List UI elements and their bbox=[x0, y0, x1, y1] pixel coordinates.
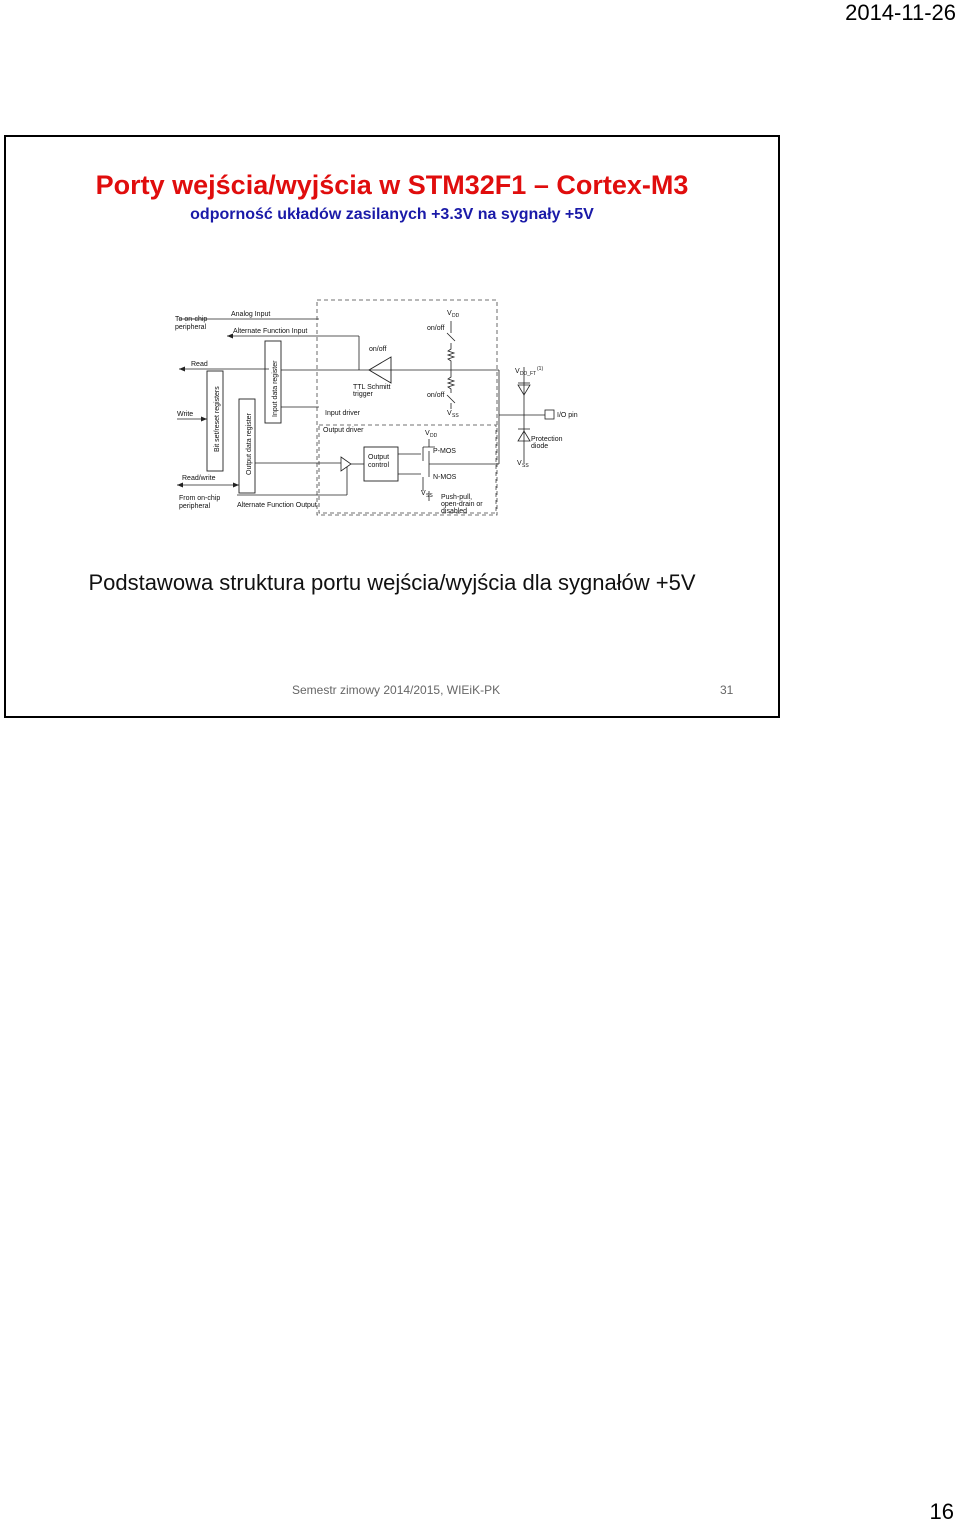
slide-caption: Podstawowa struktura portu wejścia/wyjścia dla sygnałów +5V bbox=[88, 570, 696, 595]
slide bbox=[4, 135, 780, 718]
input-driver-label: Input driver bbox=[325, 410, 361, 417]
vdd-label-pmos: V bbox=[425, 430, 430, 437]
protection-label-2: diode bbox=[531, 443, 549, 450]
alt-func-output-label: Alternate Function Output bbox=[237, 502, 317, 509]
push-pull-label-3: disabled bbox=[441, 508, 468, 515]
nmos-label: N-MOS bbox=[433, 474, 457, 481]
vdd-label-top: V bbox=[447, 310, 452, 317]
input-data-register-label: Input data register bbox=[272, 360, 279, 417]
vss-label-1: V bbox=[447, 410, 452, 417]
push-pull-label-2: open-drain or bbox=[441, 501, 483, 508]
pmos-label: P-MOS bbox=[433, 448, 456, 455]
from-onchip-label-1: From on-chip bbox=[179, 495, 221, 502]
on-off-label-3: on/off bbox=[427, 392, 445, 399]
vdd-sub-top: DD bbox=[452, 313, 460, 319]
ttl-label-2: trigger bbox=[353, 391, 373, 398]
io-pin-label: I/O pin bbox=[557, 412, 578, 419]
vdd-ft-note: (1) bbox=[537, 366, 544, 372]
slide-title: Porty wejścia/wyjścia w STM32F1 – Cortex-M3 bbox=[95, 170, 689, 200]
io-pin bbox=[545, 410, 554, 419]
io-block-boundary bbox=[317, 300, 497, 515]
bit-set-reset-label: Bit set/reset registers bbox=[214, 386, 221, 452]
slide-subtitle: odporność układów zasilanych +3.3V na sygnały +5V bbox=[190, 206, 594, 223]
protection-label-1: Protection bbox=[531, 436, 563, 443]
page-number: 16 bbox=[929, 1499, 954, 1524]
vdd-ft-sub: DD_FT bbox=[520, 371, 537, 377]
output-driver-label: Output driver bbox=[323, 427, 364, 434]
vss-sub-2: SS bbox=[426, 493, 433, 499]
slide-footer: Semestr zimowy 2014/2015, WIEiK-PK bbox=[292, 683, 501, 697]
vdd-ft-label: V bbox=[515, 368, 520, 375]
read-label: Read bbox=[191, 361, 208, 368]
analog-input-label: Analog Input bbox=[231, 311, 271, 318]
output-data-register-label: Output data register bbox=[246, 413, 253, 475]
output-control-label-1: Output bbox=[368, 454, 390, 461]
push-pull-label-1: Push-pull, bbox=[441, 494, 473, 501]
vss-label-3: V bbox=[517, 460, 522, 467]
vss-sub-1: SS bbox=[452, 413, 459, 419]
io-port-diagram bbox=[169, 297, 589, 517]
vss-sub-3: SS bbox=[522, 463, 529, 469]
on-off-label-2: on/off bbox=[427, 325, 445, 332]
output-control-label-2: control bbox=[368, 462, 390, 469]
from-onchip-label-2: peripheral bbox=[179, 503, 211, 510]
pull-up-resistor bbox=[447, 321, 455, 370]
read-write-label: Read/write bbox=[182, 475, 216, 482]
pull-down-resistor bbox=[447, 370, 455, 409]
to-onchip-label-2: peripheral bbox=[175, 324, 207, 331]
page-date: 2014-11-26 bbox=[845, 0, 956, 25]
slide-number: 31 bbox=[720, 683, 734, 697]
to-onchip-label-1: To on-chip bbox=[175, 316, 208, 323]
output-mux bbox=[255, 457, 351, 471]
vdd-sub-pmos: DD bbox=[430, 433, 438, 439]
alt-func-input-label: Alternate Function Input bbox=[233, 328, 308, 335]
on-off-label-1: on/off bbox=[369, 346, 387, 353]
write-label: Write bbox=[177, 411, 194, 418]
vss-label-2: V bbox=[421, 490, 426, 497]
ttl-label-1: TTL Schmitt bbox=[353, 384, 391, 391]
